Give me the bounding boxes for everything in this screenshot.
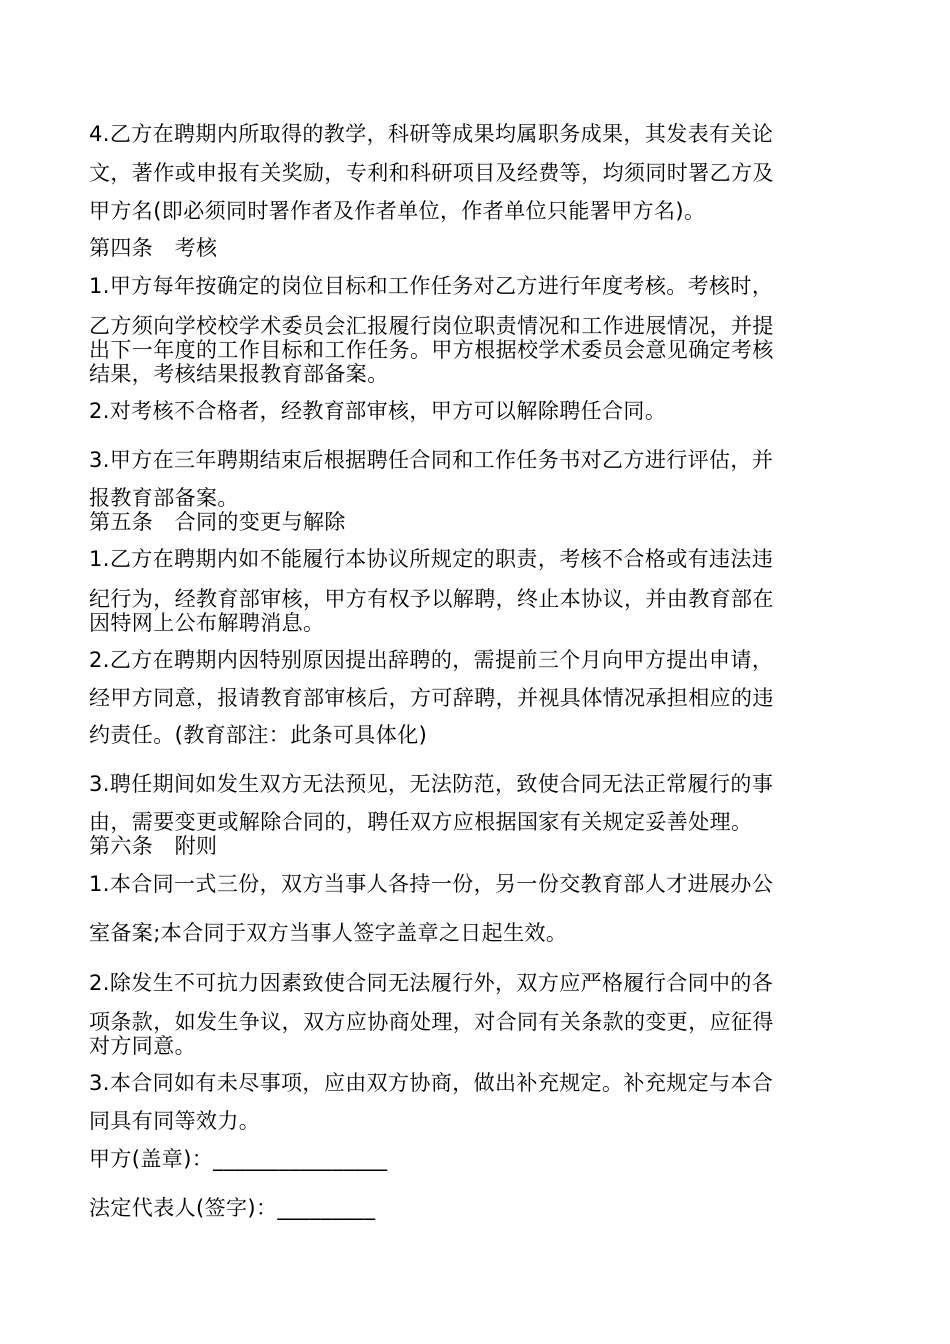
text-line: 1.本合同一式三份，双方当事人各持一份，另一份交教育部人才进展办公 bbox=[89, 872, 774, 896]
text-line: 4.乙方在聘期内所取得的教学，科研等成果均属职务成果，其发表有关论 bbox=[89, 122, 774, 146]
signature-line-legal-representative: 法定代表人(签字)：_________ bbox=[89, 1196, 376, 1220]
text-line: 因特网上公布解聘消息。 bbox=[89, 611, 325, 635]
text-line: 2.乙方在聘期内因特别原因提出辞聘的，需提前三个月向甲方提出申请， bbox=[89, 648, 774, 672]
text-line: 2.除发生不可抗力因素致使合同无法履行外，双方应严格履行合同中的各 bbox=[89, 971, 774, 995]
text-line: 结果，考核结果报教育部备案。 bbox=[89, 362, 389, 386]
text-line: 1.甲方每年按确定的岗位目标和工作任务对乙方进行年度考核。考核时， bbox=[89, 274, 774, 298]
section-heading: 第六条 附则 bbox=[89, 834, 218, 858]
text-line: 同具有同等效力。 bbox=[89, 1109, 261, 1133]
text-line: 甲方名(即必须同时署作者及作者单位，作者单位只能署甲方名)。 bbox=[89, 199, 706, 223]
text-line: 乙方须向学校校学术委员会汇报履行岗位职责情况和工作进展情况，并提 bbox=[89, 314, 774, 338]
text-line: 报教育部备案。 bbox=[89, 486, 239, 510]
text-line: 3.甲方在三年聘期结束后根据聘任合同和工作任务书对乙方进行评估，并 bbox=[89, 448, 774, 472]
section-heading: 第四条 考核 bbox=[89, 236, 218, 260]
text-line: 经甲方同意，报请教育部审核后，方可辞聘，并视具体情况承担相应的违 bbox=[89, 686, 774, 710]
text-line: 对方同意。 bbox=[89, 1034, 196, 1058]
section-heading: 第五条 合同的变更与解除 bbox=[89, 510, 346, 534]
text-line: 2.对考核不合格者，经教育部审核，甲方可以解除聘任合同。 bbox=[89, 399, 667, 423]
text-line: 纪行为，经教育部审核，甲方有权予以解聘，终止本协议，并由教育部在 bbox=[89, 587, 774, 611]
text-line: 出下一年度的工作目标和工作任务。甲方根据校学术委员会意见确定考核 bbox=[89, 338, 774, 362]
text-line: 约责任。(教育部注：此条可具体化) bbox=[89, 723, 428, 747]
text-line: 项条款，如发生争议，双方应协商处理，对合同有关条款的变更，应征得 bbox=[89, 1010, 774, 1034]
text-line: 室备案;本合同于双方当事人签字盖章之日起生效。 bbox=[89, 921, 568, 945]
text-line: 3.本合同如有未尽事项，应由双方协商，做出补充规定。补充规定与本合 bbox=[89, 1071, 774, 1095]
text-line: 3.聘任期间如发生双方无法预见，无法防范，致使合同无法正常履行的事 bbox=[89, 772, 774, 796]
text-line: 由，需要变更或解除合同的，聘任双方应根据国家有关规定妥善处理。 bbox=[89, 810, 753, 834]
text-line: 1.乙方在聘期内如不能履行本协议所规定的职责，考核不合格或有违法违 bbox=[89, 547, 774, 571]
text-line: 文，著作或申报有关奖励，专利和科研项目及经费等，均须同时署乙方及 bbox=[89, 161, 774, 185]
signature-line-party-a: 甲方(盖章)：________________ bbox=[89, 1147, 388, 1171]
